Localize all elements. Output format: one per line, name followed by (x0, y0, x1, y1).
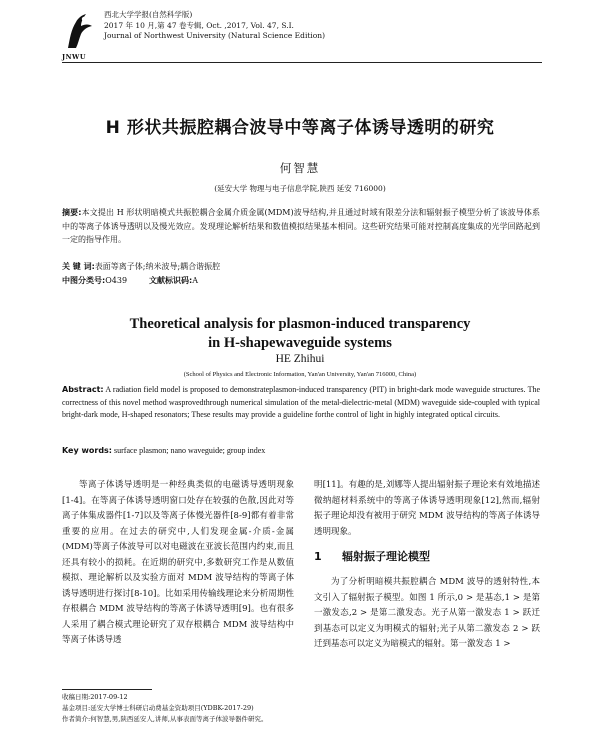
body-left-column: 等离子体诱导透明是一种经典类似的电磁诱导透明现象[1-4]。在等离子体诱导透明窗口处存在较强的色散,因此对等离子体集成器件[1-7]以及等离子体慢光器件[8-9]都有着非常重要的应用。在过去的研究中,人们发现金属-介质-金属(MDM)等离子体波导可以对电磁波在亚波长范围内约束,而且还具有较小的损耗。在近期的研究中,多数研究工作是从数值模拟、理论解析以及实验方面对 MDM 波导结构的等离子体诱导透明进行探讨[8-10]。比如采用传输线理论来分析周期性存根耦合 MDM 波导结构的等离子体诱导透明[9]。也有很多人采用了耦合模式理论研究了双存根耦合 MDM 波导结构中等离子体诱导透 (62, 480, 294, 645)
affiliation-cn: (延安大学 物理与电子信息学院,陕西 延安 716000) (214, 184, 386, 193)
section-heading (314, 548, 430, 564)
abstract-cn-text: 本文提出 H 形状明暗模式共振腔耦合金属介质金属(MDM)波导结构,并且通过时域有限差分法和辐射振子模型分析了该波导体系中的等离子体诱导透明以及慢光效应。发现理论解析结果和数值模拟结果基本相同。这些研究结果可能对控制高度集成的光学回路起到一定的指导作用。 (62, 208, 540, 244)
abstract-cn (62, 206, 540, 247)
keywords-cn-text: 表面等离子体;纳米波导;耦合谐振腔 (94, 262, 221, 271)
footnote-rule (62, 689, 152, 690)
section-number: 1 (314, 550, 322, 563)
keywords-cn (62, 261, 220, 272)
footnote-funding: 基金项目:延安大学博士科研启动费基金资助项目(YDBK-2017-29) (62, 704, 254, 712)
title-cn: H 形状共振腔耦合波导中等离子体诱导透明的研究 (105, 118, 495, 138)
author-en: HE Zhihui (275, 353, 325, 365)
doc-code-label: 文献标识码: (149, 276, 193, 285)
abstract-cn-label: 摘要: (62, 208, 82, 217)
title-en (0, 315, 600, 353)
journal-logo-text: JNWU (62, 53, 86, 61)
abstract-en-label: Abstract: (62, 385, 104, 394)
journal-name-cn: 西北大学学报(自然科学版) (104, 10, 193, 19)
doc-code-value: A (192, 276, 199, 285)
abstract-en (62, 384, 540, 422)
journal-issue: 2017 年 10 月,第 47 卷专辑, Oct. ,2017, Vol. 47, S.I. (104, 20, 294, 30)
footnote-author: 作者简介:何智慧,男,陕西延安人,讲师,从事表面等离子体波导器件研究。 (62, 715, 268, 723)
body-right-column-top: 明[11]。有趣的是,刘娜等人提出辐射振子理论来有效地描述微纳超材料系统中的等离子体诱导透明现象[12],然而,辐射振子理论却没有被用于研究 MDM 波导结构的等离子体诱导透明现象。 (314, 480, 540, 537)
keywords-en-label: Key words: (62, 446, 113, 455)
journal-header (104, 10, 325, 42)
abstract-en-text: A radiation field model is proposed to demonstrateplasmon-induced transparency (PIT) in bright-dark mode waveguide structures. The correctness of this novel method wasprovedthrough numerical simulation of the metal-dielectric-metal (MDM) waveguide side-coupled with typical bright-dark mode, H-shaped resonators; These results may provide a guideline forthe control of light in highly integrated optical circuits. (62, 385, 541, 419)
section-title: 辐射振子理论模型 (342, 550, 430, 563)
author-cn: 何智慧 (279, 161, 321, 175)
body-right-column-bottom: 为了分析明暗模共振腔耦合 MDM 波导的透射特性,本文引入了辐射振子模型。如图 1 所示,0 > 是基态,1 > 是第一激发态,2 > 是第二激发态。光子从第一激发态 1 > 跃迁到基态可以定义为明模式的辐射;光子从第二激发态 2 > 跃迁到基态可以定义为暗模式的辐射。第一激发态 1 > (314, 577, 540, 649)
footnote-received: 收稿日期:2017-09-12 (62, 693, 128, 701)
title-en-line2: in H-shapewaveguide systems (208, 335, 392, 351)
affiliation-en: (School of Physics and Electronic Information, Yan'an University, Yan'an 716000, China) (183, 371, 417, 378)
classification-cn (62, 275, 198, 286)
journal-logo-icon (62, 12, 96, 52)
clc-value: O439 (105, 276, 128, 285)
keywords-en-text: surface plasmon; nano waveguide; group index (114, 446, 266, 455)
keywords-cn-label: 关 键 词: (62, 262, 95, 271)
clc-label: 中图分类号: (62, 276, 106, 285)
journal-name-en: Journal of Northwest University (Natural Science Edition) (104, 31, 326, 40)
title-en-line1: Theoretical analysis for plasmon-induced transparency (129, 316, 471, 332)
footnotes (62, 692, 267, 725)
header-rule (62, 62, 542, 63)
keywords-en (62, 446, 540, 455)
